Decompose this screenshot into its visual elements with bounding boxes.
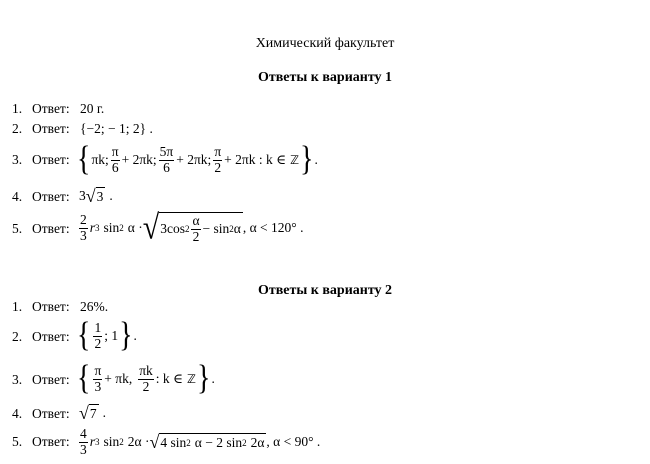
v1-formula-4: 3 √ 3 .: [79, 186, 113, 206]
v2-formula-5: $\frac{4}{3}$ r 3 sin 2 2α · √ 4 sin 2 α − 2 sin 2 2α , α < 90° .: [80, 426, 321, 457]
answer-label: Ответ:: [32, 329, 70, 344]
answer-label: Ответ:: [32, 372, 70, 387]
integers-symbol: ℤ: [290, 153, 300, 167]
answer-label: Ответ:: [32, 406, 70, 421]
answer-label: Ответ:: [32, 121, 70, 136]
answer-label: Ответ:: [32, 299, 70, 314]
sqrt: √ 3: [85, 186, 104, 206]
v2-formula-2: { $\frac{1}{2}$ ; 1 } .: [77, 316, 137, 355]
answer-label: Ответ:: [32, 221, 70, 236]
fraction: $\frac{1}{2}$: [94, 320, 102, 351]
fraction: $\frac{4}{3}$: [80, 426, 87, 457]
v1-formula-3: { πk; $\frac{\pi}{6}$ + 2πk; $\frac{5\pi}{6}$ + 2πk; $\frac{\pi}{2}$ + 2πk : k ∈ ℤ } .: [77, 140, 318, 179]
fraction: $\frac{\pi}{6}$: [111, 144, 119, 175]
answer-value: 20 г.: [80, 101, 105, 116]
answer-value: 26%.: [80, 299, 109, 314]
variant1-heading: Ответы к варианту 1: [257, 70, 393, 85]
answer-label: Ответ:: [32, 189, 70, 204]
item-number: 1.: [12, 101, 23, 116]
answer-label: Ответ:: [32, 434, 70, 449]
v2-formula-3: { $\frac{\pi}{3}$ + πk, $\frac{\pi k}{2}$ : k ∈ ℤ } .: [77, 359, 215, 398]
sqrt: √ 3cos 2 $\frac{\alpha}{2}$ − sin 2 α: [142, 208, 241, 247]
item-number: 2.: [12, 329, 23, 344]
item-number: 1.: [12, 299, 23, 314]
answer-label: Ответ:: [32, 152, 70, 167]
item-number: 3.: [12, 152, 23, 167]
sqrt: √ 7: [79, 403, 97, 423]
sqrt: √ 4 sin 2 α − 2 sin 2 2α: [149, 432, 265, 452]
item-number: 5.: [12, 221, 23, 236]
fraction: $\frac{2}{3}$: [80, 212, 87, 243]
fraction: $\frac{\pi}{2}$: [214, 144, 222, 175]
fraction: $\frac{\pi k}{2}$: [139, 363, 153, 394]
fraction: $\frac{5\pi}{6}$: [159, 144, 174, 175]
variant2-heading: Ответы к варианту 2: [257, 283, 393, 298]
v2-formula-4: √ 7 .: [79, 403, 107, 423]
v1-formula-5: $\frac{2}{3}$ r 3 sin 2 α · √ 3cos 2 $\frac{\alpha}{2}$ − sin 2 α , α < 120° .: [80, 208, 304, 247]
item-number: 3.: [12, 372, 23, 387]
fraction: $\frac{\alpha}{2}$: [192, 213, 200, 244]
item-number: 5.: [12, 434, 23, 449]
item-number: 4.: [12, 406, 23, 421]
fraction: $\frac{\pi}{3}$: [94, 363, 102, 394]
faculty-title: Химический факультет: [255, 36, 395, 51]
answer-label: Ответ:: [32, 101, 70, 116]
item-number: 2.: [12, 121, 23, 136]
item-number: 4.: [12, 189, 23, 204]
answer-value: {−2; − 1; 2} .: [80, 121, 153, 136]
integers-symbol: ℤ: [187, 372, 196, 386]
